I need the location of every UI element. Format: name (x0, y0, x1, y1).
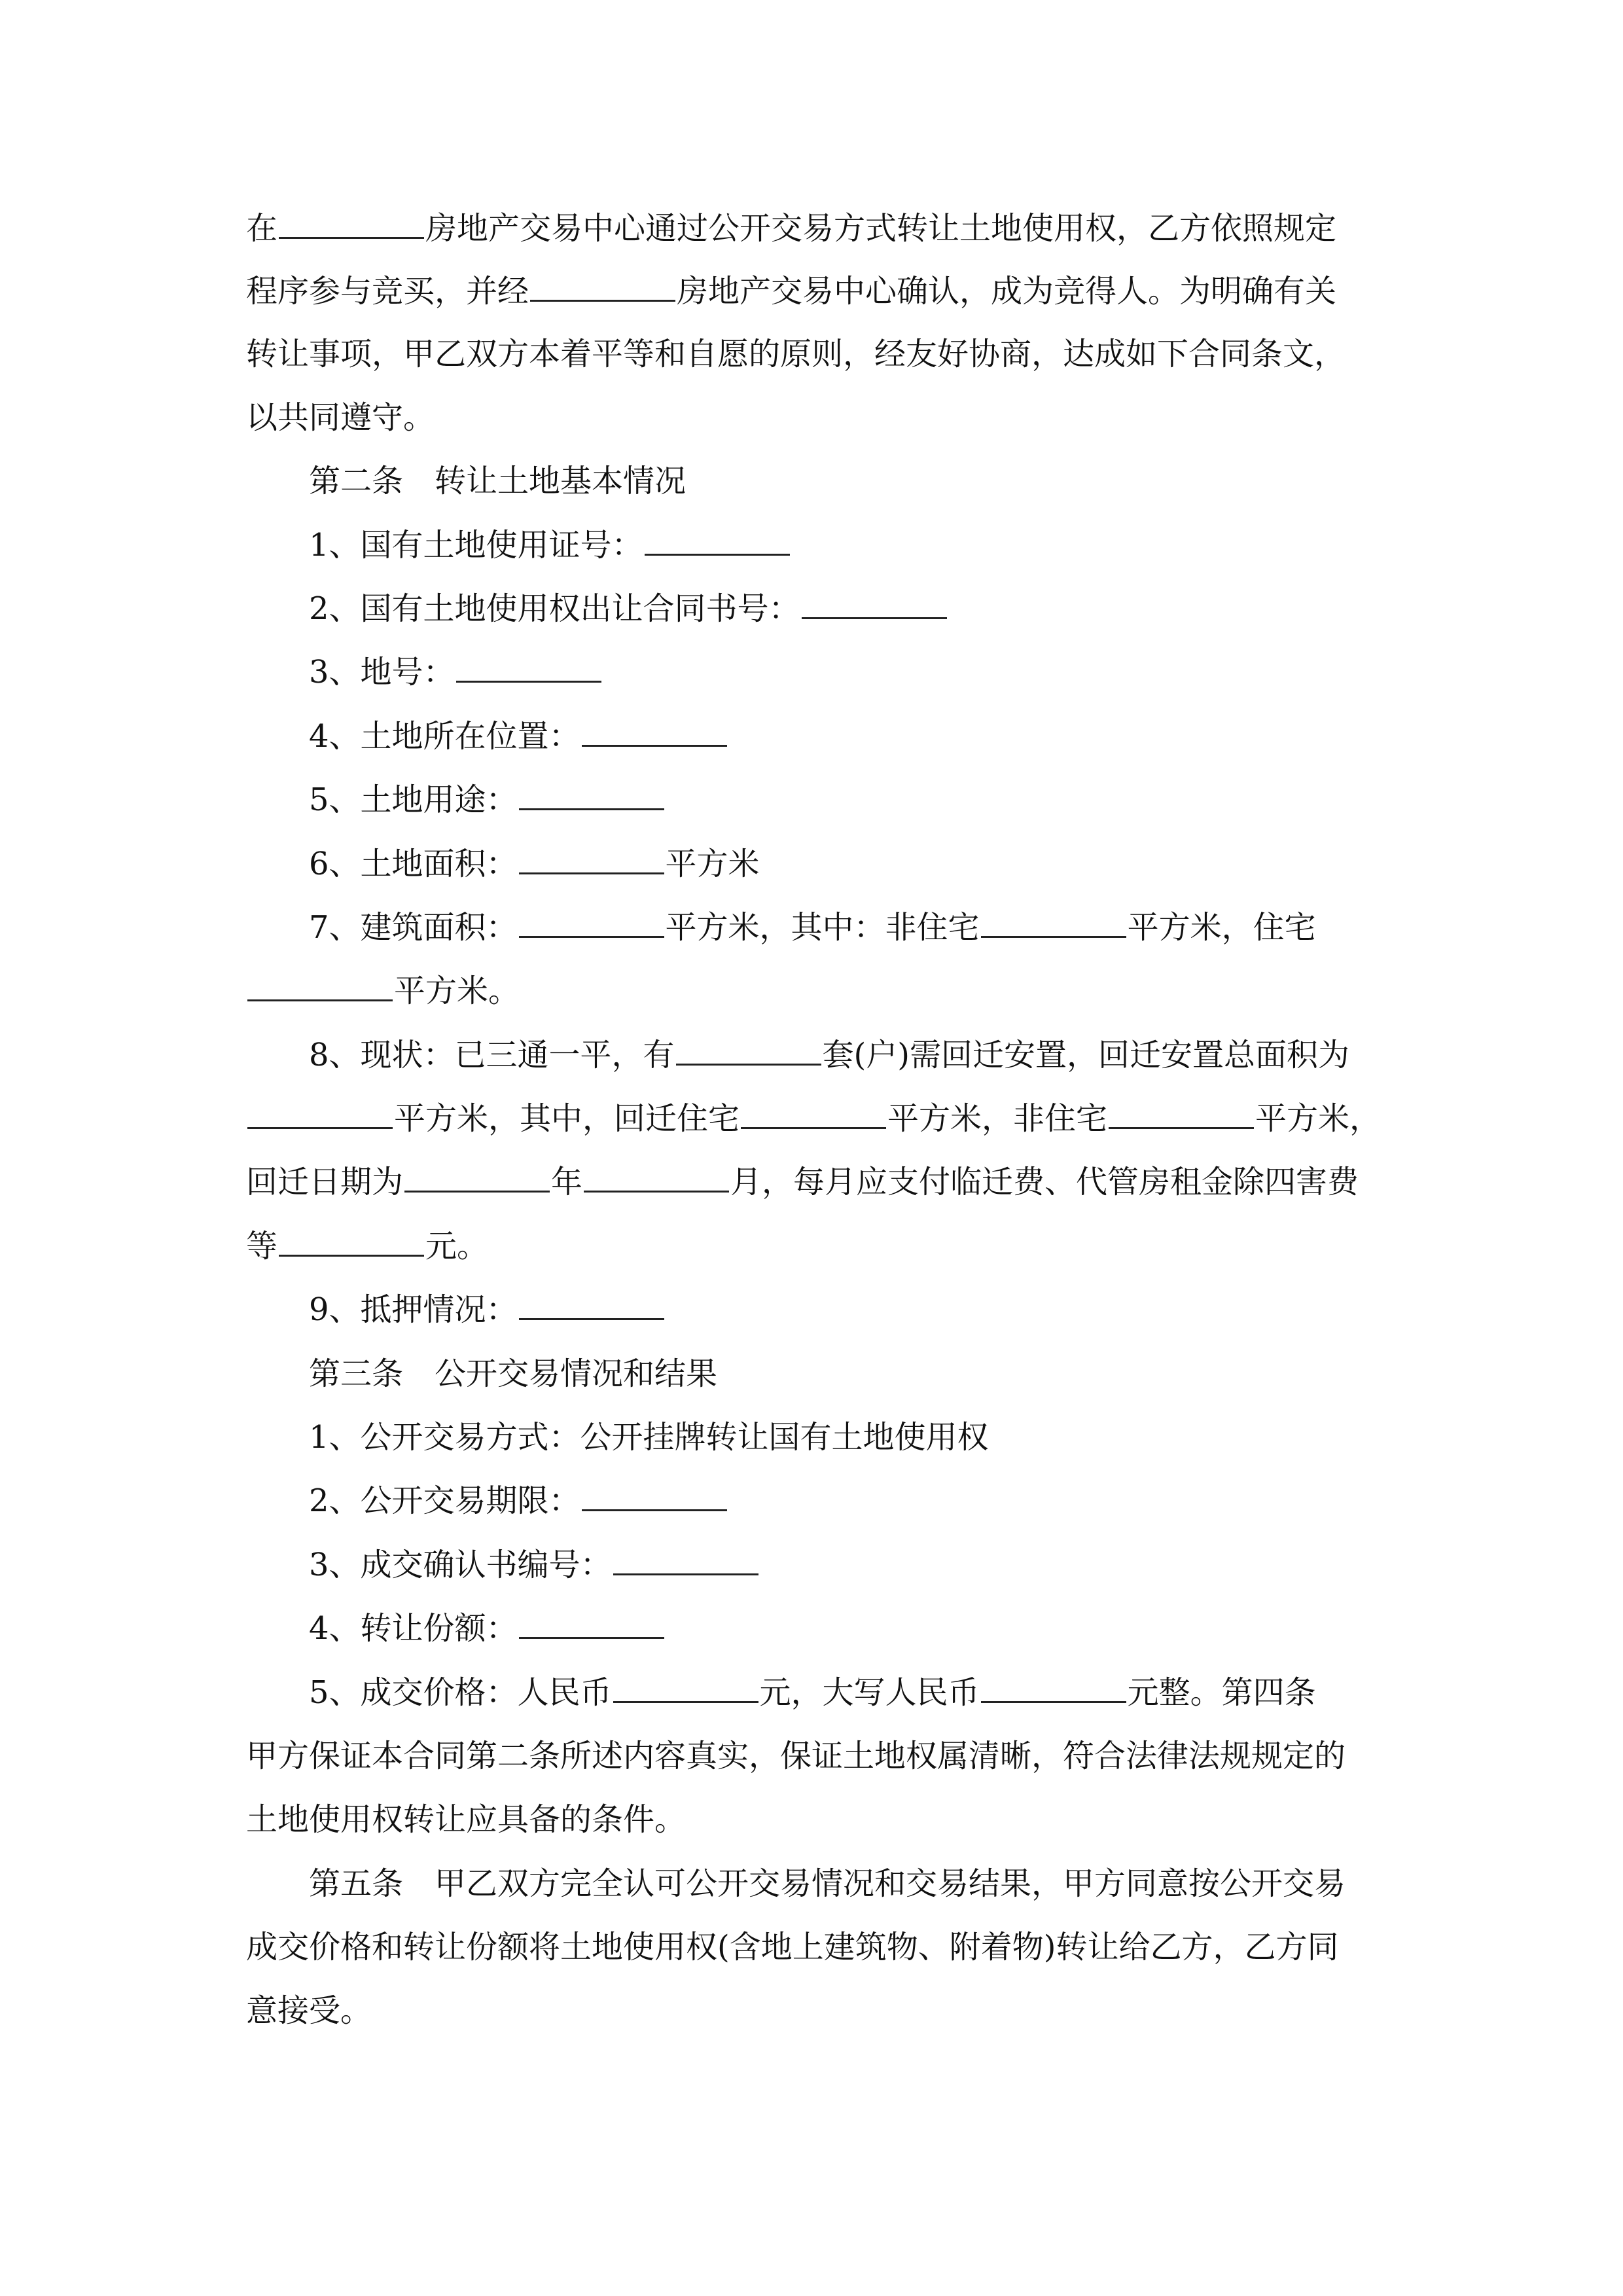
text: 平方米。 (394, 973, 520, 1009)
list-item: 1、公开交易方式：公开挂牌转让国有土地使用权 (309, 1419, 989, 1456)
article-title: 转让土地基本情况 (435, 463, 687, 499)
text: 平方米 (665, 846, 760, 882)
text: 程序参与竞买，并经 (246, 273, 529, 310)
blank-line (676, 1037, 821, 1066)
list-item (309, 526, 791, 564)
blank-line (981, 910, 1126, 938)
list-item (309, 1674, 1377, 1712)
paragraph-line (246, 209, 1377, 247)
paragraph-line: 意接受。 (246, 1992, 372, 2029)
list-item (309, 1609, 666, 1647)
list-item (309, 1291, 666, 1329)
text: 月，每月应支付临迁费、代管房租金除四害费 (730, 1164, 1359, 1200)
list-item (309, 717, 728, 755)
text: 平方米，非住宅 (887, 1100, 1108, 1137)
text: 等 (246, 1228, 278, 1265)
paragraph-line (246, 272, 1377, 310)
text: 元，大写人民币 (759, 1674, 980, 1711)
blank-line (741, 1101, 886, 1129)
article-number: 第五条 (309, 1865, 404, 1902)
article-title: 公开交易情况和结果 (435, 1355, 718, 1392)
article-heading (309, 462, 686, 500)
text: 4、转让份额： (309, 1610, 518, 1647)
blank-line (582, 719, 727, 747)
blank-line (247, 973, 393, 1001)
blank-line (613, 1547, 758, 1575)
text: 4、土地所在位置： (309, 718, 580, 755)
blank-line (519, 1611, 664, 1639)
list-item (309, 1482, 728, 1520)
text: 3、成交确认书编号： (309, 1547, 612, 1583)
list-item (309, 781, 666, 819)
text: 7、建筑面积： (309, 909, 518, 946)
paragraph-line: 以共同遵守。 (246, 399, 435, 436)
blank-line (645, 528, 790, 556)
blank-line (279, 1229, 424, 1257)
list-item-continued (246, 1163, 1377, 1201)
paragraph-line: 土地使用权转让应具备的条件。 (246, 1801, 687, 1838)
text: 9、抵押情况： (309, 1291, 518, 1328)
blank-line (247, 1101, 393, 1129)
blank-line (530, 274, 675, 302)
article-heading (309, 1355, 717, 1393)
list-item (309, 653, 603, 691)
blank-line (802, 591, 947, 619)
text: 套(户)需回迁安置，回迁安置总面积为 (822, 1037, 1350, 1073)
paragraph-line: 成交价格和转让份额将土地使用权(含地上建筑物、附着物)转让给乙方，乙方同 (246, 1929, 1339, 1965)
list-item-continued (246, 972, 520, 1010)
paragraph-line: 转让事项，甲乙双方本着平等和自愿的原则，经友好协商，达成如下合同条文， (246, 336, 1346, 372)
list-item (309, 845, 760, 883)
article-heading (309, 1865, 1346, 1903)
text: 2、国有土地使用权出让合同书号： (309, 590, 800, 627)
text: 平方米， (1255, 1100, 1382, 1137)
blank-line (279, 211, 424, 239)
list-item (309, 1546, 760, 1584)
text: 1、国有土地使用证号： (309, 527, 643, 564)
text: 2、公开交易期限： (309, 1482, 580, 1519)
text: 平方米，其中：非住宅 (665, 909, 980, 946)
text: 房地产交易中心通过公开交易方式转让土地使用权，乙方依照规定 (425, 210, 1337, 247)
text: 回迁日期为 (246, 1164, 404, 1200)
text: 年 (551, 1164, 583, 1200)
blank-line (456, 655, 601, 683)
text: 元整。第四条 (1127, 1674, 1316, 1711)
blank-line (981, 1675, 1126, 1703)
list-item (309, 1036, 1377, 1074)
text: 5、土地用途： (309, 781, 518, 818)
list-item (309, 590, 948, 628)
blank-line (519, 782, 664, 810)
text: 在 (246, 210, 278, 247)
text: 房地产交易中心确认，成为竞得人。为明确有关 (677, 273, 1337, 310)
text: 8、现状：已三通一平，有 (309, 1037, 675, 1073)
blank-line (519, 1292, 664, 1320)
text: 甲乙双方完全认可公开交易情况和交易结果，甲方同意按公开交易 (435, 1865, 1346, 1902)
blank-line (404, 1164, 550, 1193)
article-number: 第三条 (309, 1355, 404, 1392)
article-number: 第二条 (309, 463, 404, 499)
blank-line (584, 1164, 729, 1193)
blank-line (613, 1675, 758, 1703)
list-item-continued (246, 1100, 1382, 1138)
list-item (309, 908, 1377, 946)
text: 5、成交价格：人民币 (309, 1674, 612, 1711)
text: 6、土地面积： (309, 846, 518, 882)
text: 平方米，其中，回迁住宅 (394, 1100, 740, 1137)
text: 平方米，住宅 (1127, 909, 1316, 946)
blank-line (1109, 1101, 1254, 1129)
text: 3、地号： (309, 654, 455, 691)
paragraph-line: 甲方保证本合同第二条所述内容真实，保证土地权属清晰，符合法律法规规定的 (246, 1738, 1346, 1774)
text: 元。 (425, 1228, 489, 1265)
blank-line (582, 1483, 727, 1511)
blank-line (519, 846, 664, 874)
blank-line (519, 910, 664, 938)
list-item-continued (246, 1227, 488, 1265)
